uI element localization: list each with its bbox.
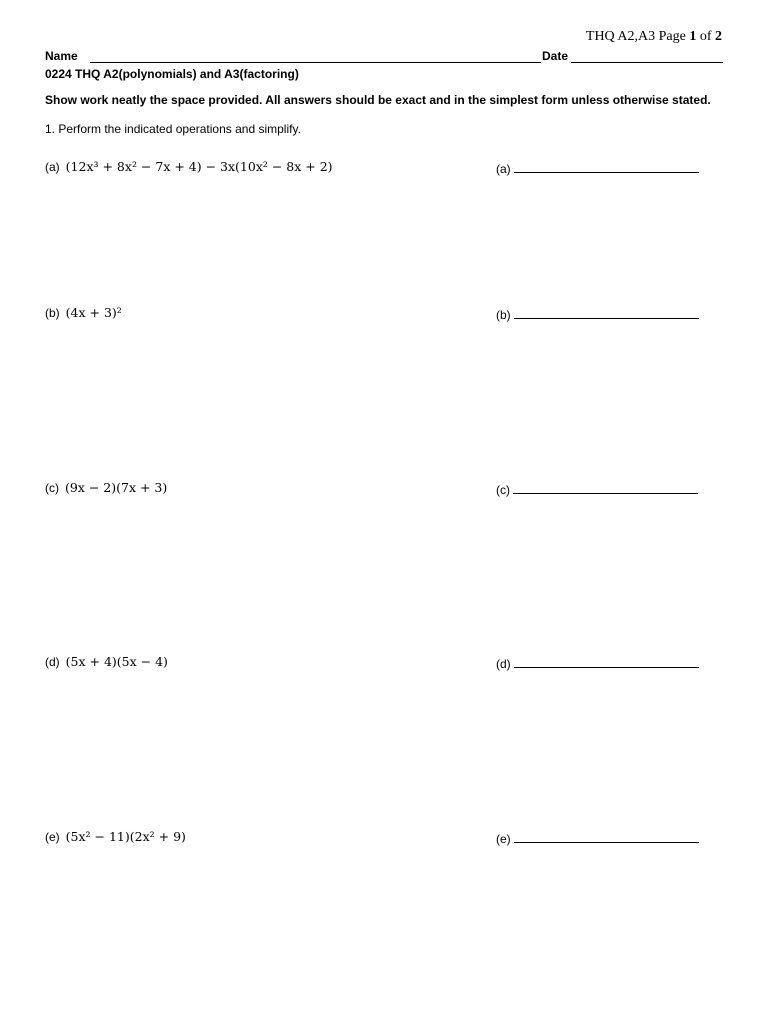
answer-field-a[interactable] (514, 160, 699, 173)
problem-b (45, 305, 122, 320)
answer-field-b[interactable] (514, 306, 699, 319)
answer-label: (b) (496, 308, 511, 322)
problem-a (45, 159, 333, 174)
name-field[interactable] (90, 62, 541, 63)
answer-e (496, 830, 699, 846)
answer-a (496, 160, 699, 176)
answer-c (496, 481, 698, 497)
problem-e (45, 829, 186, 844)
problem-label: (a) (45, 160, 60, 174)
date-field[interactable] (571, 62, 723, 63)
answer-d (496, 655, 699, 671)
problem-expression: (4x + 3)² (65, 305, 122, 320)
page-header (586, 29, 722, 45)
date-label: Date (542, 49, 569, 63)
document-title: 0224 THQ A2(polynomials) and A3(factoring) (45, 67, 299, 81)
page-total: 2 (715, 29, 722, 44)
problem-c (45, 480, 167, 495)
header-prefix: THQ A2,A3 Page (585, 29, 690, 44)
problem-d (45, 654, 168, 669)
problem-expression: (5x + 4)(5x − 4) (65, 654, 168, 669)
problem-label: (b) (45, 306, 60, 320)
problem-expression: (9x − 2)(7x + 3) (65, 480, 168, 495)
name-date-row (45, 47, 723, 65)
answer-label: (e) (496, 832, 511, 846)
answer-b (496, 306, 699, 322)
problem-label: (c) (45, 481, 59, 495)
answer-label: (c) (496, 483, 510, 497)
problem-label: (e) (45, 830, 60, 844)
answer-field-c[interactable] (513, 481, 698, 494)
question-1: 1. Perform the indicated operations and simplify. (45, 122, 301, 136)
answer-field-d[interactable] (514, 655, 699, 668)
answer-label: (a) (496, 162, 511, 176)
answer-label: (d) (496, 657, 511, 671)
problem-label: (d) (45, 655, 60, 669)
name-label: Name (45, 49, 78, 63)
answer-field-e[interactable] (514, 830, 699, 843)
instructions: Show work neatly the space provided. All answers should be exact and in the simplest form unless otherwise stated. (45, 93, 711, 107)
page-number: 1 (689, 29, 697, 44)
problem-expression: (12x³ + 8x² − 7x + 4) − 3x(10x² − 8x + 2) (65, 159, 333, 174)
header-of: of (696, 29, 715, 44)
problem-expression: (5x² − 11)(2x² + 9) (65, 829, 186, 844)
